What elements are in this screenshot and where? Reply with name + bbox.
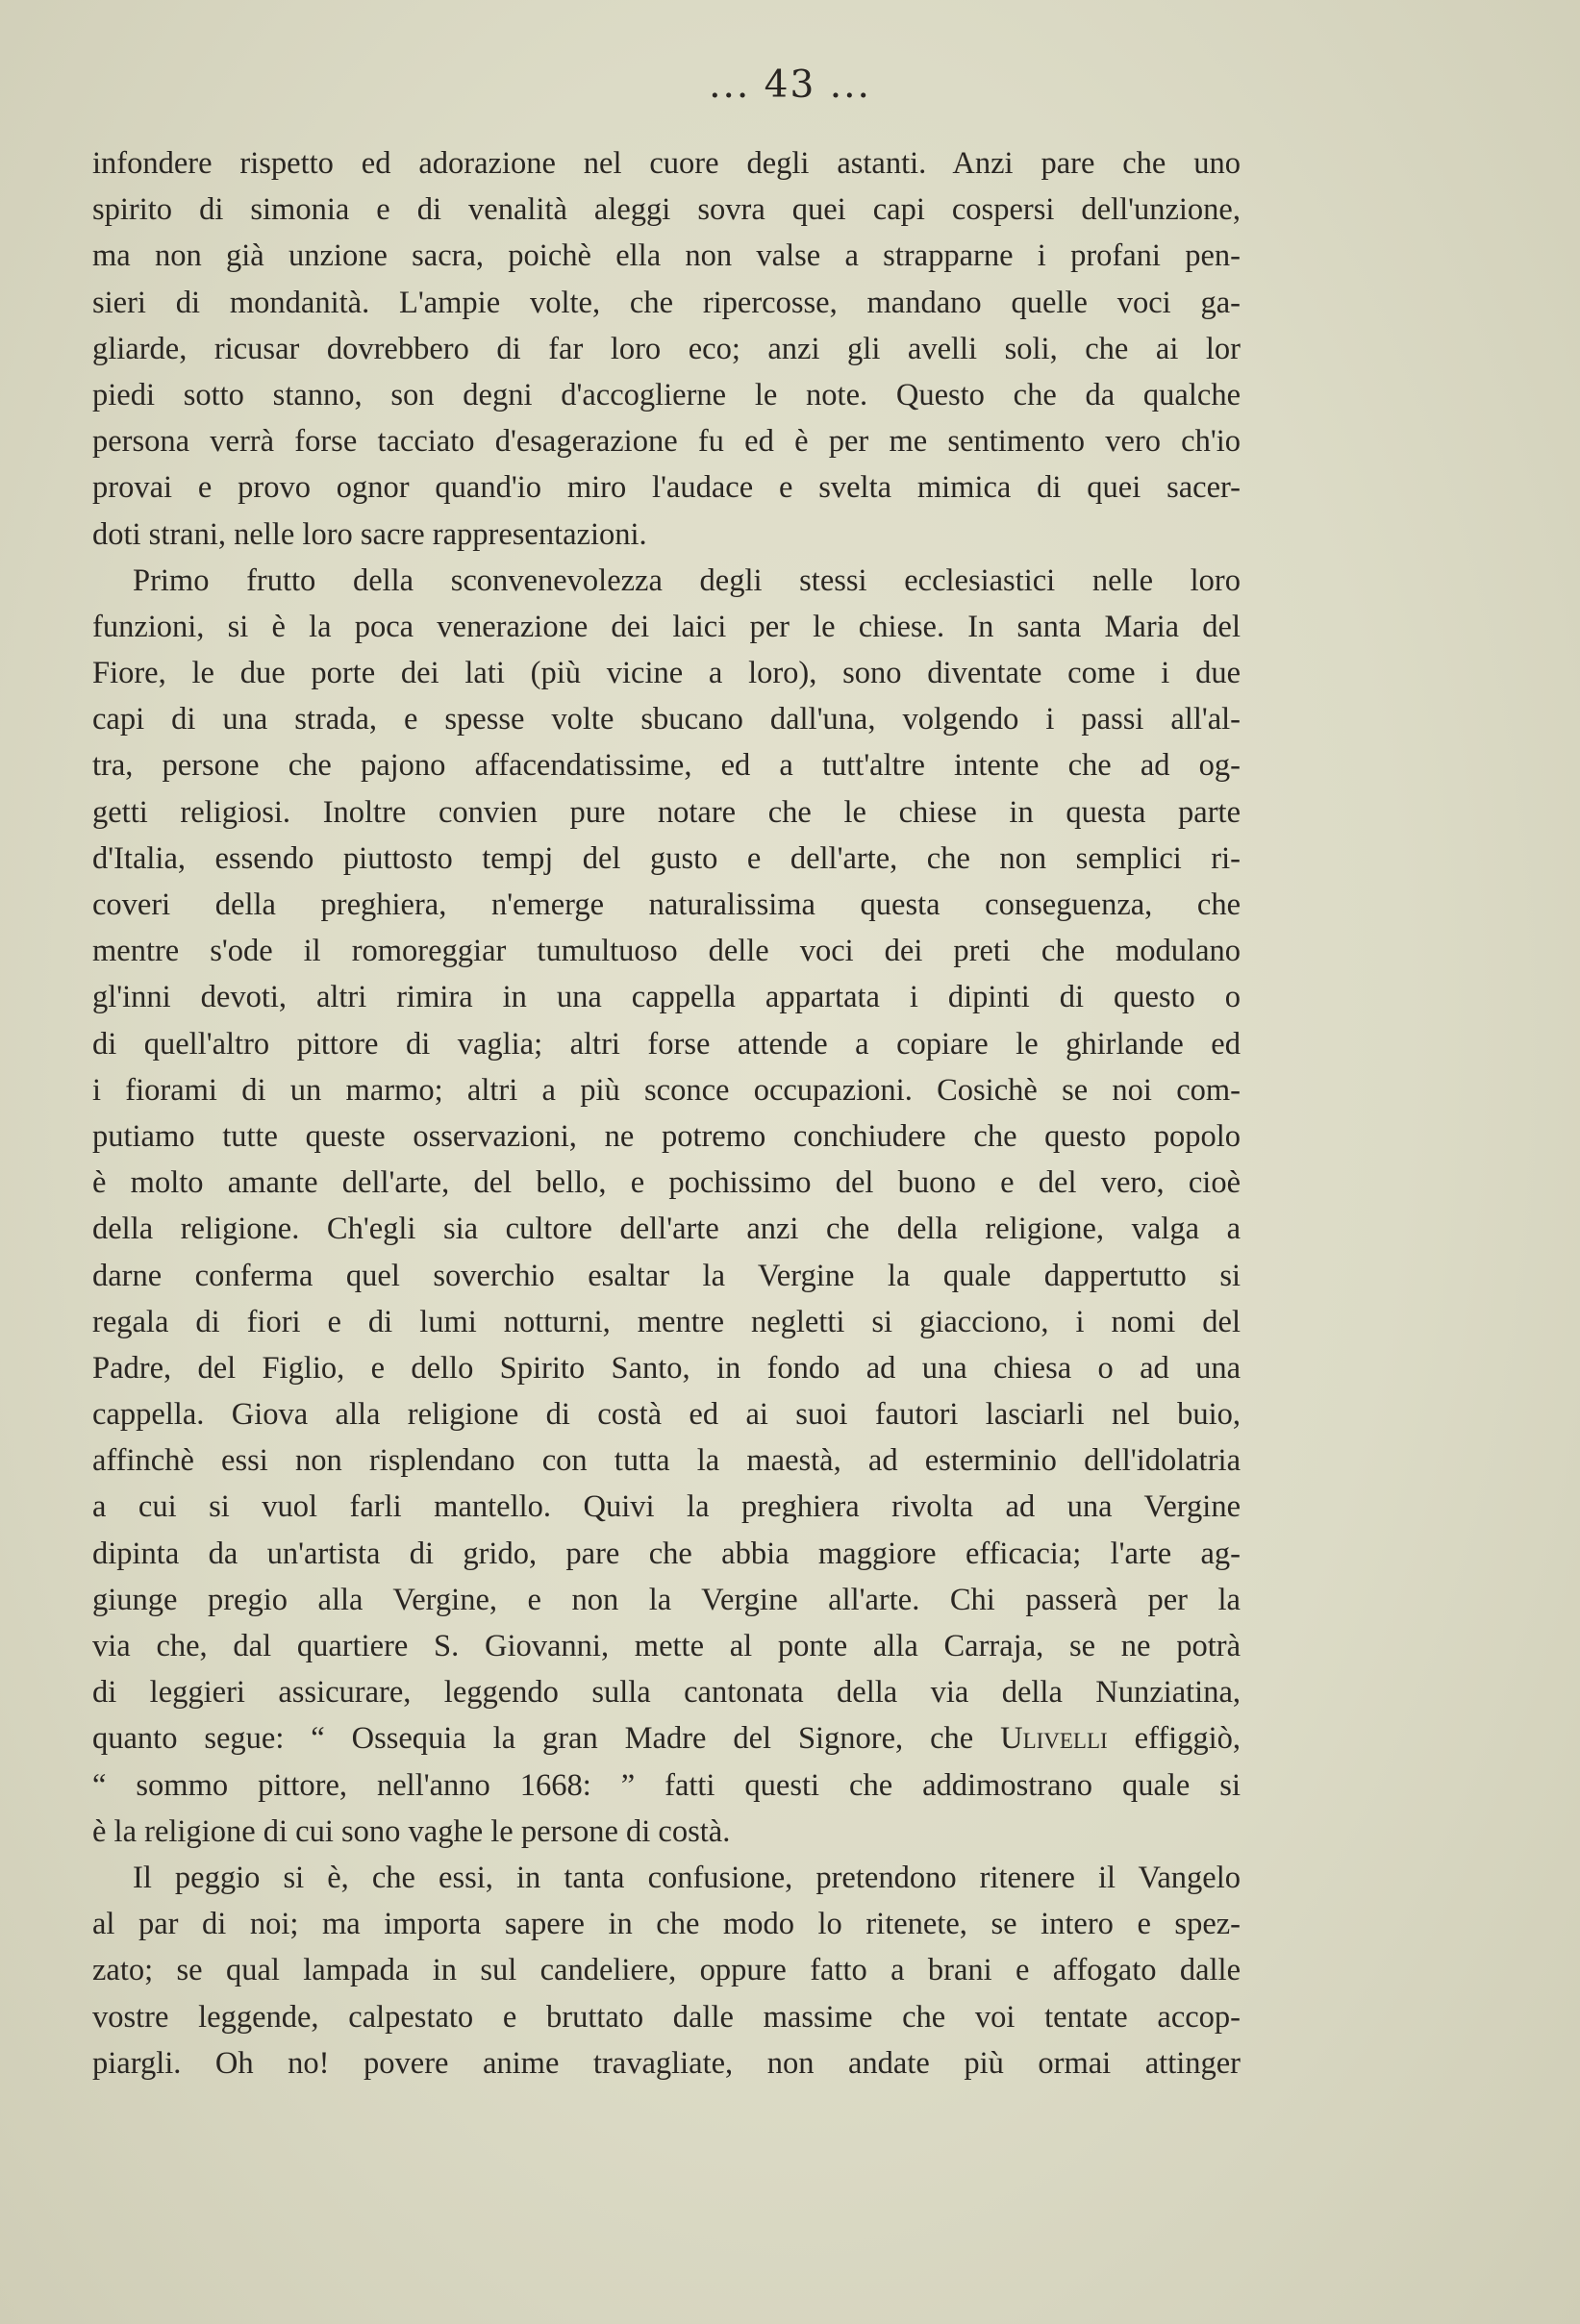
text-line: piargli. Oh no! povere anime travagliate, non andate più ormai attinger: [92, 2045, 1241, 2081]
text-line: mentre s'ode il romoreggiar tumultuoso delle voci dei preti che modulano: [92, 934, 1241, 969]
painter-name: Ulivelli: [1000, 1721, 1108, 1757]
text-line: persona verrà forse tacciato d'esagerazione fu ed è per me sentimento vero ch'io: [92, 424, 1241, 460]
text-line: al par di noi; ma importa sapere in che modo lo ritenete, se intero e spez-: [92, 1907, 1241, 1942]
text-line: è molto amante dell'arte, del bello, e pochissimo del buono e del vero, cioè: [92, 1165, 1241, 1201]
paragraph-start-line: Primo frutto della sconvenevolezza degli stessi ecclesiastici nelle loro: [133, 562, 1241, 598]
text-line: capi di una strada, e spesse volte sbucano dall'una, volgendo i passi all'al-: [92, 702, 1241, 737]
text-line: Padre, del Figlio, e dello Spirito Santo, in fondo ad una chiesa o ad una: [92, 1350, 1241, 1386]
text-line: tra, persone che pajono affacendatissime, ed a tutt'altre intente che ad og-: [92, 748, 1241, 784]
text-line: provai e provo ognor quand'io miro l'audace e svelta mimica di quei sacer-: [92, 470, 1241, 506]
text-line: doti strani, nelle loro sacre rappresentazioni.: [92, 516, 647, 552]
text-line: dipinta da un'artista di grido, pare che abbia maggiore efficacia; l'arte ag-: [92, 1536, 1241, 1571]
text-line: piedi sotto stanno, son degni d'accoglierne le note. Questo che da qualche: [92, 377, 1241, 412]
body-text: [92, 140, 1241, 2087]
text-line-suffix: effiggiò,: [1134, 1721, 1241, 1757]
text-line: infondere rispetto ed adorazione nel cuore degli astanti. Anzi pare che uno: [92, 146, 1241, 181]
text-line: funzioni, si è la poca venerazione dei laici per le chiese. In santa Maria del: [92, 609, 1241, 644]
text-line: via che, dal quartiere S. Giovanni, mette al ponte alla Carraja, se ne potrà: [92, 1629, 1241, 1663]
text-line: spirito di simonia e di venalità aleggi sovra quei capi cospersi dell'unzione,: [92, 192, 1241, 228]
text-line-with-name: [92, 1715, 1241, 1762]
paragraph-start-line: Il peggio si è, che essi, in tanta confusione, pretendono ritenere il Vangelo: [133, 1860, 1241, 1895]
text-line: a cui si vuol farli mantello. Quivi la preghiera rivolta ad una Vergine: [92, 1489, 1241, 1525]
text-line: sieri di mondanità. L'ampie volte, che ripercosse, mandano quelle voci ga-: [92, 285, 1241, 320]
text-line: “ sommo pittore, nell'anno 1668: ” fatti questi che addimostrano quale si: [92, 1767, 1241, 1803]
text-line: i fiorami di un marmo; altri a più sconce occupazioni. Cosichè se noi com-: [92, 1072, 1241, 1108]
text-line: di quell'altro pittore di vaglia; altri forse attende a copiare le ghirlande ed: [92, 1026, 1241, 1062]
text-line: gliarde, ricusar dovrebbero di far loro eco; anzi gli avelli soli, che ai lor: [92, 331, 1241, 366]
text-line: affinchè essi non risplendano con tutta la maestà, ad esterminio dell'idolatria: [92, 1443, 1241, 1479]
text-line: putiamo tutte queste osservazioni, ne potremo conchiudere che questo popolo: [92, 1118, 1241, 1154]
text-line: vostre leggende, calpestato e bruttato dalle massime che voi tentate accop-: [92, 1999, 1241, 2035]
text-line: gl'inni devoti, altri rimira in una cappella appartata i dipinti di questo o: [92, 980, 1241, 1015]
text-line: zato; se qual lampada in sul candeliere, oppure fatto a brani e affogato dalle: [92, 1953, 1241, 1988]
page-number: ... 43 ...: [709, 63, 871, 107]
text-line: darne conferma quel soverchio esaltar la Vergine la quale dappertutto si: [92, 1258, 1241, 1293]
text-line: ma non già unzione sacra, poichè ella non valse a strapparne i profani pen-: [92, 238, 1241, 274]
text-line: d'Italia, essendo piuttosto tempj del gusto e dell'arte, che non semplici ri-: [92, 840, 1241, 876]
text-line: Fiore, le due porte dei lati (più vicine a loro), sono diventate come i due: [92, 656, 1241, 691]
text-line: di leggieri assicurare, leggendo sulla cantonata della via della Nunziatina,: [92, 1675, 1241, 1711]
text-line: è la religione di cui sono vaghe le persone di costà.: [92, 1813, 731, 1849]
text-line-prefix: quanto segue: “ Ossequia la gran Madre del Signore, che: [92, 1721, 974, 1757]
text-line: della religione. Ch'egli sia cultore dell'arte anzi che della religione, valga a: [92, 1212, 1241, 1247]
text-line: regala di fiori e di lumi notturni, mentre negletti si giacciono, i nomi del: [92, 1304, 1241, 1339]
text-line: getti religiosi. Inoltre convien pure notare che le chiese in questa parte: [92, 794, 1241, 830]
text-line: cappella. Giova alla religione di costà ed ai suoi fautori lasciarli nel buio,: [92, 1397, 1241, 1433]
text-line: coveri della preghiera, n'emerge naturalissima questa conseguenza, che: [92, 887, 1241, 922]
text-line: giunge pregio alla Vergine, e non la Vergine all'arte. Chi passerà per la: [92, 1582, 1241, 1617]
